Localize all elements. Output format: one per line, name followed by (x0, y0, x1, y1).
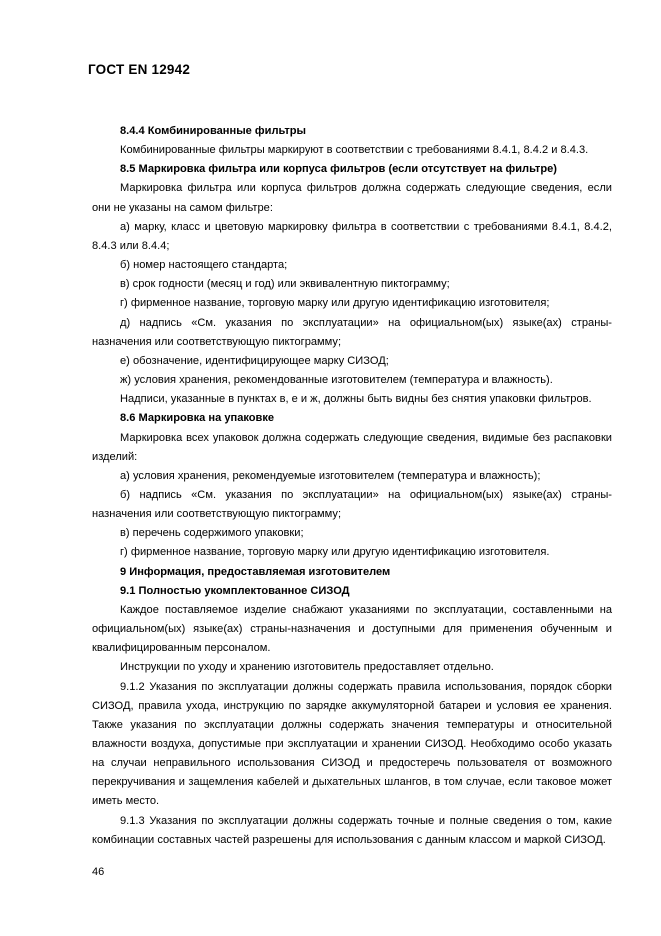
section-heading: 9.1 Полностью укомплектованное СИЗОД (120, 584, 350, 597)
paragraph: Инструкции по уходу и хранению изготовитель предоставляет отдельно. (120, 661, 494, 674)
list-item: д) надпись «См. указания по эксплуатации» на официальном(ых) языке(ах) страны-назначения или соответствующую пиктограмму; (92, 316, 612, 348)
paragraph: Каждое поставляемое изделие снабжают указаниями по эксплуатации, составленными на официальном(ых) языке(ах) страны-назначения и доступными для применения обученным и квалифицированным персоналом. (92, 603, 612, 655)
list-item: в) срок годности (месяц и год) или эквивалентную пиктограмму; (120, 278, 450, 291)
document-header: ГОСТ EN 12942 (88, 62, 191, 77)
list-item: б) надпись «См. указания по эксплуатации» на официальном(ых) языке(ах) страны-назначения или соответствующую пиктограмму; (92, 488, 612, 521)
section-heading: 8.4.4 Комбинированные фильтры (120, 125, 307, 137)
list-item: б) номер настоящего стандарта; (120, 259, 288, 272)
list-item: а) условия хранения, рекомендуемые изготовителем (температура и влажность); (120, 469, 541, 482)
section-heading: 8.5 Маркировка фильтра или корпуса фильтров (если отсутствует на фильтре) (120, 163, 557, 176)
paragraph: 9.1.2 Указания по эксплуатации должны содержать правила использования, порядок сборки СИЗОД, правила ухода, инструкцию по зарядке аккумуляторной батареи и условия ее хранения. Также указания по эксплуатации должны содержать значения температуры и относительной влажности воздуха, допустимые при эксплуатации и хранении СИЗОД. Необходимо особо указать на случаи неправильного использования СИЗОД и предостеречь пользователя от возможного перекручивания и защемления кабелей и дыхательных шлангов, в том случае, если таковое может иметь место. (92, 680, 612, 808)
document-body (92, 122, 612, 850)
list-item: ж) условия хранения, рекомендованные изготовителем (температура и влажность). (120, 374, 553, 387)
section-heading: 9 Информация, предоставляемая изготовителем (120, 565, 391, 578)
paragraph: Маркировка всех упаковок должна содержать следующие сведения, видимые без распаковки изделий: (92, 431, 612, 463)
list-item: г) фирменное название, торговую марку или другую идентификацию изготовителя. (120, 546, 550, 559)
paragraph: Комбинированные фильтры маркируют в соответствии с требованиями 8.4.1, 8.4.2 и 8.4.3. (120, 144, 589, 157)
section-heading: 8.6 Маркировка на упаковке (120, 412, 275, 425)
paragraph: Надписи, указанные в пунктах в, е и ж, должны быть видны без снятия упаковки фильтров. (120, 393, 592, 406)
list-item: а) марку, класс и цветовую маркировку фильтра в соответствии с требованиями 8.4.1, 8.4.2, 8.4.3 или 8.4.4; (92, 220, 612, 252)
paragraph: 9.1.3 Указания по эксплуатации должны содержать точные и полные сведения о том, какие комбинации составных частей разрешены для использования с данным классом и маркой СИЗОД. (92, 814, 612, 846)
page-number: 46 (92, 866, 105, 878)
paragraph: Маркировка фильтра или корпуса фильтров должна содержать следующие сведения, если они не указаны на самом фильтре: (92, 182, 612, 214)
list-item: в) перечень содержимого упаковки; (120, 527, 304, 540)
list-item: г) фирменное название, торговую марку или другую идентификацию изготовителя; (120, 297, 550, 310)
list-item: е) обозначение, идентифицирующее марку СИЗОД; (120, 354, 389, 367)
